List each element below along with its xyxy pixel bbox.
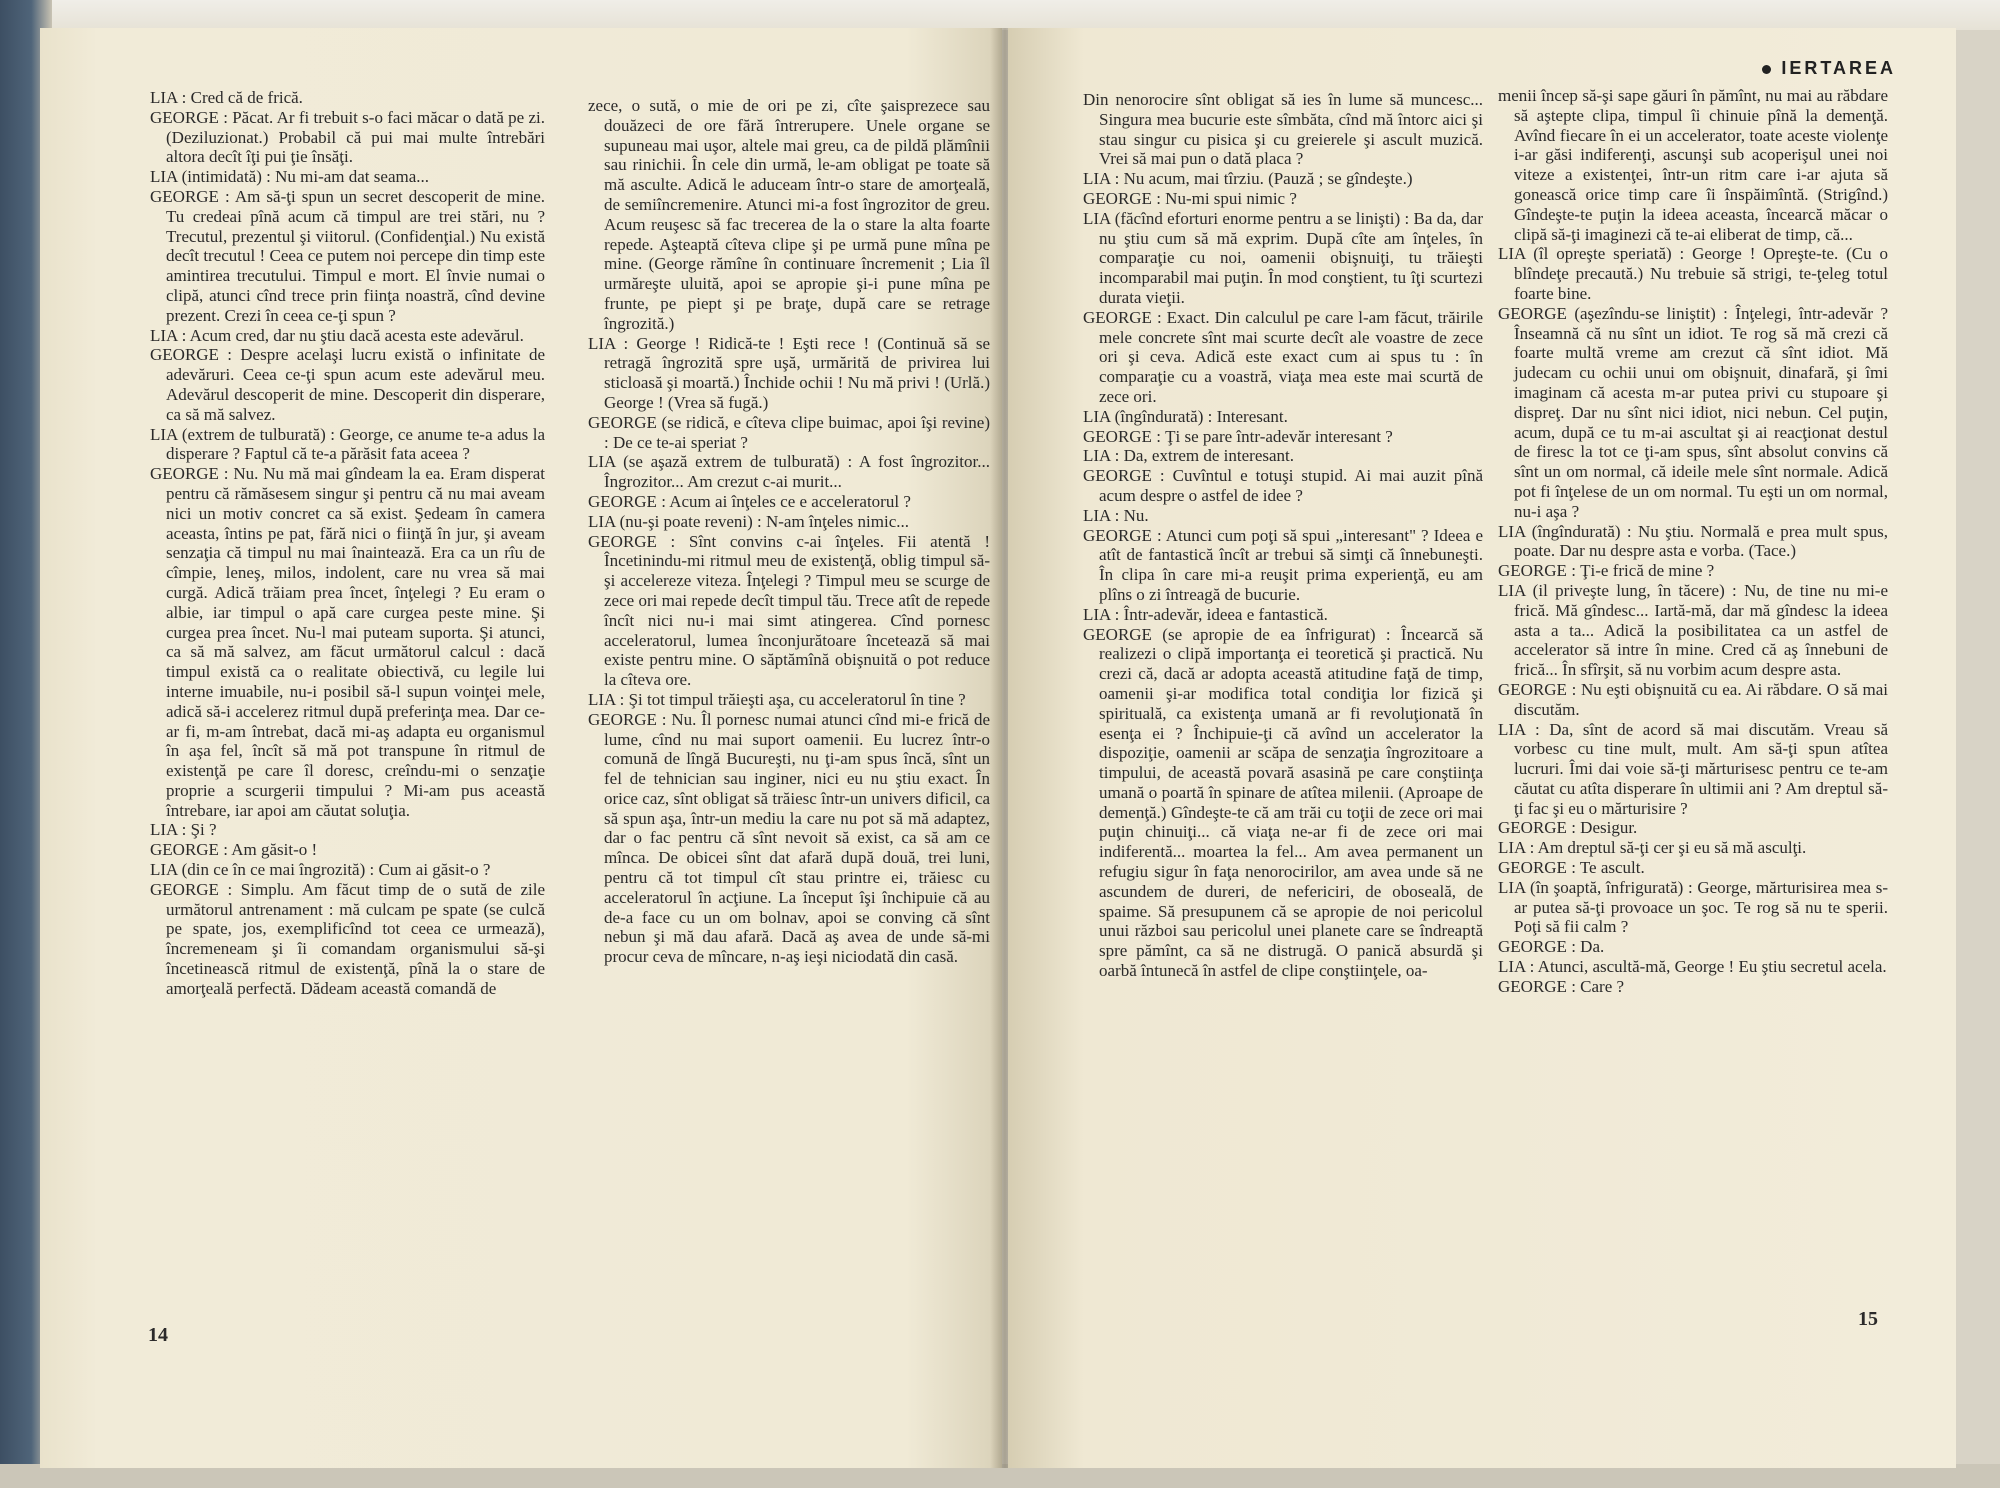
dialogue-paragraph: GEORGE : Ţi-e frică de mine ? [1498,561,1715,581]
dialogue-paragraph: LIA (il priveşte lung, în tăcere) : Nu, de tine nu mi-e frică. Mă gîndesc... Iartă-mă, dar mă gîndesc la ideea asta a ta... Adică la posibilitatea ca un astfel de accelerator să intre în mine. Cred că aş înnebuni de frică... În sfîrşit, să nu vorbim acum despre asta. [1498,580,1888,680]
dialogue-paragraph: LIA : Da, extrem de interesant. [1083,446,1295,466]
dialogue-paragraph: LIA (îl opreşte speriată) : George ! Opreşte-te. (Cu o blîndeţe precaută.) Nu trebuie să strigi, te-ţeleg totul foarte bine. [1498,244,1888,303]
dialogue-paragraph: LIA (îngîndurată) : Nu ştiu. Normală e prea mult spus, poate. Dar nu despre asta e vorba. (Tace.) [1498,521,1888,561]
dialogue-paragraph: GEORGE : Sînt convins c-ai înţeles. Fii atentă ! Încetinindu-mi ritmul meu de existenţă, oblig timpul să-şi accelereze viteza. Înţelegi ? Timpul meu se scurge de zece ori mai repede decît timpul tău. Trece atît de repede încît nici nu-i mai simt atingerea. Cînd pornesc acceleratorul, lumea înconjurătoare încetează să mai existe pentru mine. O săptămînă obişnuită o pot reduce la cîteva ore. [588,531,990,690]
dialogue-paragraph: LIA : Şi tot timpul trăieşti aşa, cu acceleratorul în tine ? [588,689,966,709]
dialogue-paragraph: GEORGE (aşezîndu-se liniştit) : Înţelegi, într-adevăr ? Înseamnă că nu sînt un idiot. Te rog să mă crezi că foarte multă vreme am crezut că sînt idiot. Mă judecam cu ochii unui om obişnuit, dinafară, şi îmi imaginam că acesta m-ar putea privi cu stupoare şi dispreţ. Dar nu sînt nici idiot, nici nebun. Cel puţin, acum, după ce tu m-ai ascultat şi ai reacţionat destul de firesc la tot ce ţi-am spus, sînt absolut convins că sînt un om normal, că ideile mele sînt normale. Adică pot fi înţelese de un om normal. Tu eşti un om normal, nu-i aşa ? [1498,303,1888,521]
dialogue-paragraph: LIA (extrem de tulburată) : George, ce anume te-a adus la disperare ? Faptul că te-a părăsit fata aceea ? [150,424,545,464]
dialogue-paragraph: LIA (îngîndurată) : Interesant. [1083,406,1288,426]
dialogue-paragraph: GEORGE : Exact. Din calculul pe care l-am făcut, trăirile mele concrete sînt mai scurte decît ale voastre de zece ori şi ceva. Adică este exact cum ai spus tu : în comparaţie cu a voastră, viaţa mea este mai scurtă de zece ori. [1083,307,1483,406]
running-header [1762,58,1896,79]
right-page [1008,28,1956,1468]
right-page-number: 15 [1858,1308,1878,1330]
dialogue-paragraph: GEORGE : Te ascult. [1498,858,1645,878]
dialogue-paragraph: GEORGE (se apropie de ea înfrigurat) : Încearcă să realizezi o clipă importanţa ei teoretică şi practică. Nu crezi că, dacă ar adopta această atitudine faţă de timp, oamenii şi-ar modifica total condiţia lor fizică şi spirituală, ca existenţa umană ar fi revoluţionată în esenţa ei ? Închipuie-ţi că avînd un accelerator la dispoziţie, oamenii ar scăpa de senzaţia îngrozitoare a timpului, de această povară asasină pe care conştiinţa umană o poartă în spinare de atîtea milenii. (Aproape de demenţă.) Gîndeşte-te că am trăi cu toţii de zece ori mai puţin chinuiţi... că viaţa ne-ar fi de zece ori mai indiferentă... moartea la fel... Am avea permanent un refugiu sigur în faţa nenorocirilor, am avea unde să ne ascundem de dureri, de nefericiri, de oboseală, de spaime. Să presupunem că se apropie de noi pericolul unui război sau pericolul unei planete care se îndreaptă spre pămînt, ca să ne distrugă. O panică absurdă şi oarbă întunecă în astfel de clipe conştiinţele, oa- [1083,624,1483,981]
dialogue-paragraph: LIA : Acum cred, dar nu ştiu dacă acesta este adevărul. [150,325,524,345]
dialogue-paragraph: GEORGE : Care ? [1498,976,1625,996]
dialogue-paragraph: GEORGE : Am să-ţi spun un secret descoperit de mine. Tu credeai pînă acum că timpul are trei stări, nu ? Trecutul, prezentul şi viitorul. (Confidenţial.) Nu există decît trecutul ! Ceea ce putem noi percepe din timp este amintirea trecutului. Timpul e mort. El învie numai o clipă, atunci cînd trece prin fiinţa noastră, cînd devine prezent. Crezi în ceea ce-ţi spun ? [150,186,545,325]
dialogue-paragraph: GEORGE : Nu eşti obişnuită cu ea. Ai răbdare. O să mai discutăm. [1498,679,1888,719]
dialogue-paragraph: GEORGE : Nu. Nu mă mai gîndeam la ea. Eram disperat pentru că rămăsesem singur şi pentru că nu mai aveam nici un motiv concret ca să exist. Şedeam în camera aceasta, întins pe pat, fără nici o fiinţă în jur, şi aveam senzaţia că timpul nu mai înaintează. Era ca un rîu de cîmpie, leneş, milos, indolent, care nu vrea să mai curgă. Adică trăiam prea încet, înţelegi ? Eu eram o albie, iar timpul o apă care curgea peste mine. Şi curgea prea încet. Nu-l mai puteam suporta. Şi atunci, ca să mă salvez, am făcut următorul calcul : dacă timpul există ca o realitate obiectivă, cu legile lui interne imuabile, nu-i posibil să-l supun voinţei mele, adică să-i accelerez ritmul după preferinţa mea. Dar ce-ar fi, m-am întrebat, dacă mi-aş adapta eu organismul în aşa fel, încît să mă pot transpune în ritmul de existenţă pe care îl doresc, creîndu-mi o senzaţie proprie a scurgerii timpului ? Mi-am pus această întrebare, iar apoi am căutat soluţia. [150,464,545,820]
dialogue-paragraph: LIA : Nu acum, mai tîrziu. (Pauză ; se gîndeşte.) [1083,169,1413,189]
dialogue-paragraph: LIA : Atunci, ascultă-mă, George ! Eu ştiu secretul acela. [1498,957,1887,977]
left-page-column-2 [588,96,990,967]
dialogue-paragraph: GEORGE : Atunci cum poţi să spui „interesant" ? Ideea e atît de fantastică încît ar trebui să simţi că înnebuneşti. În clipa în care mi-a reuşit prima experienţă, eu am plîns o zi întreagă de bucurie. [1083,525,1483,604]
dialogue-paragraph: LIA : Şi ? [150,820,217,840]
dialogue-paragraph: LIA : Da, sînt de acord să mai discutăm. Vreau să vorbesc cu tine mult, mult. Am să-ţi spun atîtea lucruri. Îmi dai voie să-ţi mărturisesc pentru ce te-am căutat cu atîta disperare în ultimii ani ? Am dreptul să-ţi fac şi eu o mărturisire ? [1498,719,1888,818]
right-page-column-1 [1083,90,1483,981]
dialogue-paragraph: GEORGE : Păcat. Ar fi trebuit s-o faci măcar o dată pe zi. (Deziluzionat.) Probabil că pui mai multe întrebări altora decît îţi pui ţie însăţi. [150,107,545,167]
dialogue-paragraph: GEORGE (se ridică, e cîteva clipe buimac, apoi îşi revine) : De ce te-ai speriat ? [588,412,990,452]
dialogue-paragraph: LIA (nu-şi poate reveni) : N-am înţeles nimic... [588,511,910,531]
left-page-number: 14 [148,1324,168,1346]
left-page [40,28,1002,1468]
book-cover-top-edge [0,0,2000,30]
dialogue-paragraph: menii încep să-şi sape găuri în pămînt, nu mai au răbdare să aştepte clipa, timpul îi chinuie pînă la demenţă. Avînd fiecare în ei un accelerator, toate aceste violenţe i-ar găsi indiferenţi, ascunşi sub acoperişul unei noi viteze a existenţei, într-un ritm care i-ar ajuta să gonească orice timp care îi înspăimîntă. (Strigînd.) Gîndeşte-te puţin la ideea aceasta, încearcă măcar o clipă să-ţi imaginezi că te-ai eliberat de timp, că... [1498,86,1888,244]
dialogue-paragraph: LIA (intimidată) : Nu mi-am dat seama... [150,167,430,187]
dialogue-paragraph: GEORGE : Ţi se pare într-adevăr interesant ? [1083,426,1393,446]
dialogue-paragraph: LIA (se aşază extrem de tulburată) : A fost îngrozitor... Îngrozitor... Am crezut c-ai murit... [588,452,990,492]
dialogue-paragraph: LIA (în şoaptă, înfrigurată) : George, mărturisirea mea s-ar putea să-ţi provoace un şoc. Te rog să nu te sperii. Poţi să fii calm ? [1498,877,1888,937]
dialogue-paragraph: GEORGE : Despre acelaşi lucru există o infinitate de adevăruri. Ceea ce-ţi spun acum este adevărul meu. Adevărul descoperit de mine. Descoperit din disperare, ca să mă salvez. [150,345,545,424]
left-page-column-1 [150,88,545,999]
dialogue-paragraph: LIA : George ! Ridică-te ! Eşti rece ! (Continuă să se retragă îngrozită spre uşă, urmărită de privirea lui sticloasă şi moartă.) Închide ochii ! Nu mă privi ! (Urlă.) George ! (Vrea să fugă.) [588,333,990,412]
dialogue-paragraph: LIA (făcînd eforturi enorme pentru a se linişti) : Ba da, dar nu ştiu cum să mă exprim. După cîte am înţeles, în comparaţie cu noi, oamenii obişnuiţi, tu trăieşti incomparabil mai puţin. În mod conştient, tu îţi scurtezi durata vieţii. [1083,208,1483,307]
dialogue-paragraph: LIA (din ce în ce mai îngrozită) : Cum ai găsit-o ? [150,860,491,880]
dialogue-paragraph: GEORGE : Cuvîntul e totuşi stupid. Ai mai auzit pînă acum despre o astfel de idee ? [1083,466,1483,505]
dialogue-paragraph: GEORGE : Nu-mi spui nimic ? [1083,188,1297,208]
dialogue-paragraph: LIA : Am dreptul să-ţi cer şi eu să mă asculţi. [1498,838,1807,858]
dialogue-paragraph: LIA : Cred că de frică. [150,88,303,107]
dialogue-paragraph: LIA : Nu. [1083,505,1149,525]
running-header-title: IERTAREA [1781,58,1896,78]
bullet-icon [1762,65,1771,74]
dialogue-paragraph: LIA : Într-adevăr, ideea e fantastică. [1083,604,1328,624]
dialogue-paragraph: Din nenorocire sînt obligat să ies în lume să muncesc... Singura mea bucurie este sîmbăta, cînd mă întorc aici şi stau singur cu pisica şi cu greierele şi ascult muzică. Vrei să mai pun o dată placa ? [1083,90,1483,169]
dialogue-paragraph: GEORGE : Am găsit-o ! [150,840,318,860]
dialogue-paragraph: GEORGE : Simplu. Am făcut timp de o sută de zile următorul antrenament : mă culcam pe spate (se culcă pe spate, jos, exemplificînd tot ceea ce urmează), încremeneam şi îi comandam organismului să-şi încetinească ritmul de existenţă, pînă la o stare de amorţeală perfectă. Dădeam această comandă de [150,879,545,998]
dialogue-paragraph: GEORGE : Acum ai înţeles ce e acceleratorul ? [588,491,911,511]
dialogue-paragraph: GEORGE : Da. [1498,937,1605,957]
dialogue-paragraph: GEORGE : Desigur. [1498,818,1638,838]
dialogue-paragraph: zece, o sută, o mie de ori pe zi, cîte şaisprezece sau douăzeci de ore fără întrerupere. Unele organe se supuneau mai uşor, altele mai greu, ca de pildă plămînii sau rinichii. În cele din urmă, le-am obligat pe toate să mă asculte. Adică le aduceam într-o stare de amorţeală, de semiîncremenire. Atunci mi-a fost îngrozitor de greu. Acum reuşesc să fac trecerea de la o stare la alta foarte repede. Aşteaptă cîteva clipe şi pe urmă pune mîna pe mine. (George rămîne în continuare încremenit ; Lia îl urmăreşte uluită, apoi se apropie şi-i pune mîna pe frunte, pe piept şi pe braţe, după care se retrage îngrozită.) [588,96,990,333]
dialogue-paragraph: GEORGE : Nu. Îl pornesc numai atunci cînd mi-e frică de lume, cînd nu mai suport oamenii. Eu lucrez într-o comună de lîngă Bucureşti, nu ţi-am spus încă, sînt un fel de tehnician sau inginer, nici eu nu ştiu exact. În orice caz, sînt obligat să trăiesc într-un univers dificil, ca să spun aşa, într-un mediu la care nu pot să mă adaptez, dar o fac pentru că sînt nevoit să exist, ca să am ce mînca. De obicei sînt dat afară după două, trei luni, pentru că tot timpul cît stau printre ei, trăiesc cu acceleratorul în acţiune. La început îşi închipuie că au de-a face cu un om bolnav, apoi se conving că sînt nebun şi mă dau afară. Dacă aş avea de unde să-mi procur ceva de mîncare, n-aş ieşi niciodată din casă. [588,709,990,967]
right-page-column-2 [1498,86,1888,997]
